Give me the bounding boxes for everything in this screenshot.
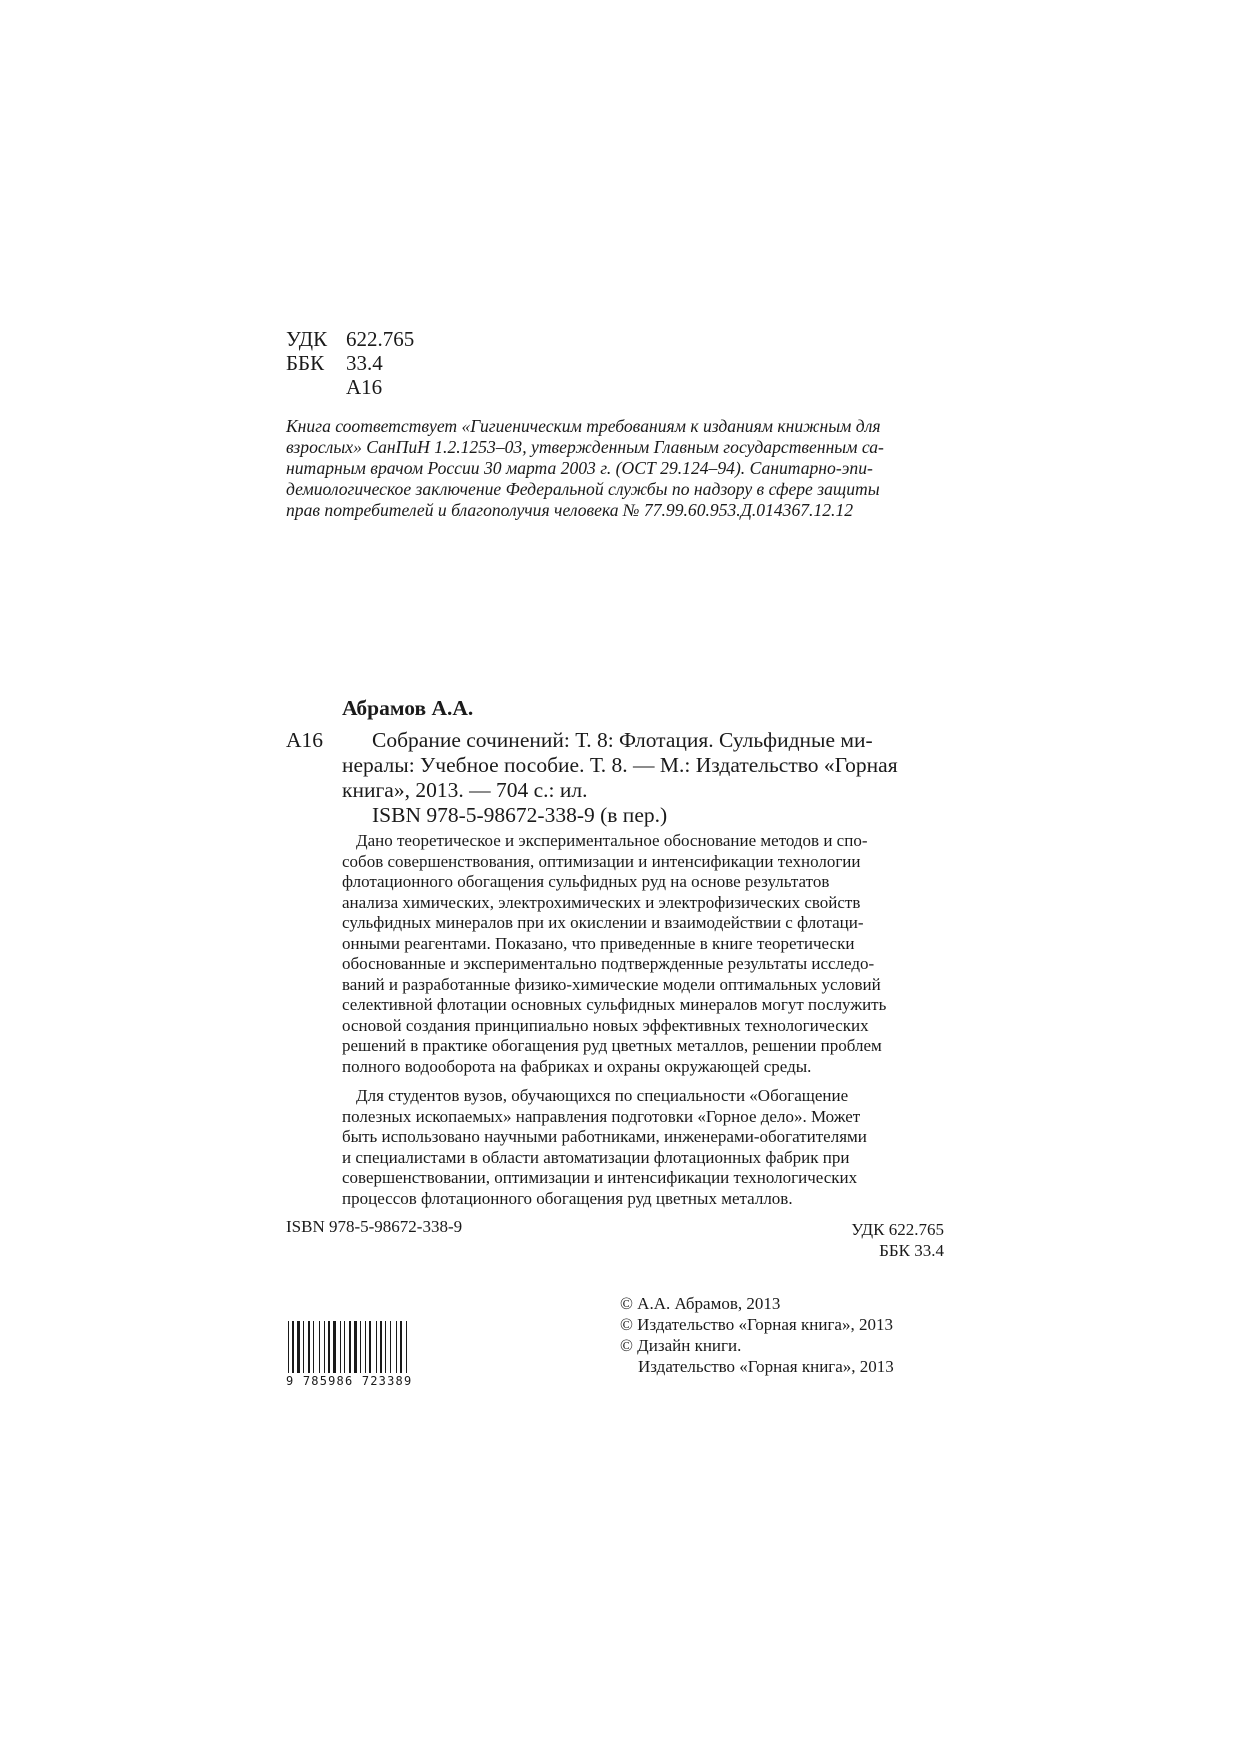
hygiene-line: прав потребителей и благополучия человека № 77.99.60.953.Д.014367.12.12 [286, 500, 854, 520]
annotation-line: анализа химических, электрохимических и электрофизических свойств [342, 892, 861, 912]
bbk-label: ББК [286, 351, 325, 375]
bib-line: книга», 2013. — 704 с.: ил. [342, 778, 588, 802]
footer-bbk: ББК 33.4 [879, 1241, 944, 1260]
annotation-line: собов совершенствования, оптимизации и интенсификации технологии [342, 851, 861, 871]
barcode-bar [297, 1321, 300, 1373]
annotation-line: онными реагентами. Показано, что приведенные в книге теоретически [342, 933, 855, 953]
author-name: Абрамов А.А. [342, 696, 474, 720]
hygiene-line: Книга соответствует «Гигиеническим требованиям к изданиям книжным для [286, 416, 881, 436]
barcode-bar [396, 1321, 397, 1373]
annotation-line: обоснованные и экспериментально подтвержденные результаты исследо- [342, 954, 875, 973]
barcode-bar [365, 1321, 366, 1373]
copyright-line: © Издательство «Горная книга», 2013 [620, 1315, 893, 1334]
barcode-bar [333, 1321, 336, 1373]
annotation-line: быть использовано научными работниками, инженерами-обогатителями [342, 1127, 867, 1146]
annotation-line: полного водооборота на фабриках и охраны окружающей среды. [342, 1056, 812, 1076]
copyright-line: © Дизайн книги. [620, 1336, 742, 1355]
hygiene-line: демиологическое заключение Федеральной службы по надзору в сфере защиты [286, 479, 880, 499]
barcode-bar [319, 1321, 320, 1373]
barcode-bar [328, 1321, 330, 1373]
annotation-line: Для студентов вузов, обучающихся по специальности «Обогащение [356, 1086, 849, 1105]
barcode-digits: 9 785986 723389 [286, 1374, 413, 1388]
footer-udk: УДК 622.765 [851, 1220, 944, 1239]
barcode-bar [303, 1321, 304, 1373]
annotation-line: решений в практике обогащения руд цветных металлов, решении проблем [342, 1036, 882, 1055]
barcode-bar [390, 1321, 391, 1373]
udk-value: 622.765 [346, 327, 415, 351]
isbn-barcode [286, 1321, 434, 1373]
bib-line: нералы: Учебное пособие. Т. 8. — М.: Издательство «Горная [342, 753, 898, 777]
bbk-value: 33.4 [346, 351, 383, 375]
annotation-line: флотационного обогащения сульфидных руд на основе результатов [342, 872, 830, 891]
barcode-bar [380, 1321, 382, 1373]
annotation-line: процессов флотационного обогащения руд цветных металлов. [342, 1188, 793, 1208]
footer-isbn: ISBN 978-5-98672-338-9 [286, 1217, 463, 1236]
barcode-bar [354, 1321, 357, 1373]
barcode-bar [360, 1321, 361, 1373]
bib-isbn: ISBN 978-5-98672-338-9 (в пер.) [372, 803, 668, 827]
bibliographic-entry [286, 696, 966, 826]
barcode-bar [288, 1321, 289, 1373]
annotation-line: полезных ископаемых» направления подготовки «Горное дело». Может [342, 1106, 861, 1126]
barcode-bar [344, 1321, 345, 1373]
annotation-line: основой создания принципиально новых эффективных технологических [342, 1015, 869, 1035]
annotation-line: ваний и разработанные физико-химические модели оптимальных условий [342, 974, 881, 994]
hygiene-line: нитарным врачом России 30 марта 2003 г. (ОСТ 29.124–94). Санитарно-эпи- [286, 458, 873, 478]
barcode-bar [400, 1321, 402, 1373]
barcode-bar [292, 1321, 294, 1373]
annotation-line: совершенствовании, оптимизации и интенсификации технологических [342, 1168, 858, 1187]
barcode-bar [369, 1321, 371, 1373]
barcode-bar [308, 1321, 310, 1373]
annotation-line: и специалистами в области автоматизации флотационных фабрик при [342, 1147, 850, 1167]
annotation-line: Дано теоретическое и экспериментальное обоснование методов и спо- [356, 831, 868, 850]
barcode-bar [349, 1321, 351, 1373]
bib-line: Собрание сочинений: Т. 8: Флотация. Сульфидные ми- [372, 728, 873, 752]
copyright-block [620, 1294, 960, 1394]
hygiene-line: взрослых» СанПиН 1.2.1253–03, утвержденным Главным государственным са- [286, 437, 884, 457]
copyright-line: Издательство «Горная книга», 2013 [638, 1357, 894, 1376]
author-mark: А16 [346, 375, 383, 399]
classification-block [286, 327, 486, 401]
annotation-line: сульфидных минералов при их окислении и взаимодействии с флотаци- [342, 913, 864, 932]
barcode-bar [385, 1321, 386, 1373]
bib-author-mark: А16 [286, 728, 324, 752]
udk-label: УДК [286, 327, 328, 351]
barcode-bar [313, 1321, 314, 1373]
barcode-bar [340, 1321, 341, 1373]
barcode-bar [376, 1321, 377, 1373]
annotation-line: селективной флотации основных сульфидных минералов могут послужить [342, 995, 887, 1014]
barcode-bar [324, 1321, 325, 1373]
copyright-line: © А.А. Абрамов, 2013 [620, 1294, 781, 1313]
barcode-bar [406, 1321, 407, 1373]
